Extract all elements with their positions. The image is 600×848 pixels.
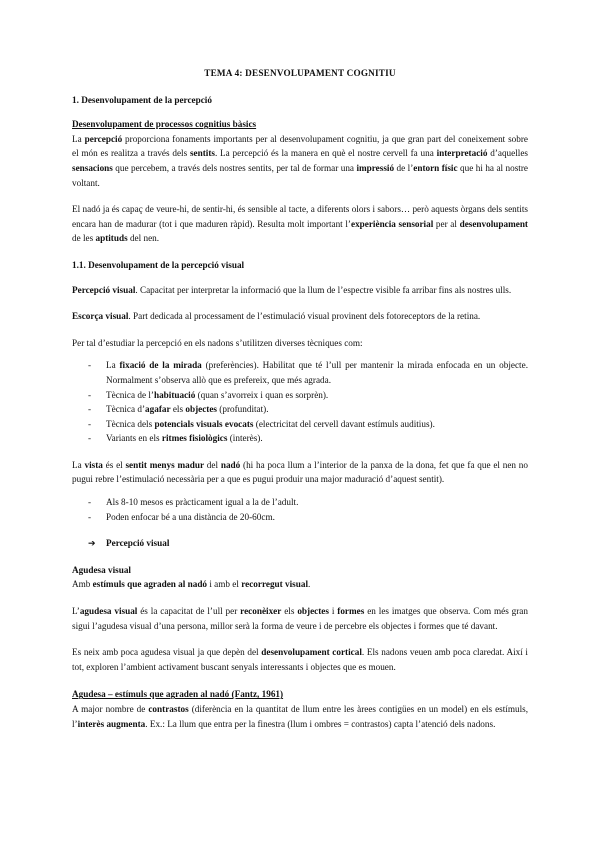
document-title: TEMA 4: DESENVOLUPAMENT COGNITIU xyxy=(204,68,396,78)
list-item: - Tècnica de l’habituació (quan s’avorreix i quan es sorprèn). xyxy=(88,389,329,400)
techniques-list xyxy=(72,358,528,446)
list-item: - Variants en els ritmes fisiològics (interès). xyxy=(88,433,263,444)
paragraph-newborn-senses: El nadó ja és capaç de veure-hi, de sentir-hi, és sensible al tacte, a diferents olors i sabors… però aquests òrgans dels sentits encara han de madurar (tot i que maduren ràpid). Resulta molt important l’experiència sensorial per al desenvolupament de les aptituds del nen. xyxy=(72,204,528,244)
subheading-fantz: Agudesa – estímuls que agraden al nadó (Fantz, 1961) xyxy=(72,689,284,700)
list-item: - Tècnica dels potencials visuals evocats (electricitat del cervell davant estímuls auditius). xyxy=(88,418,435,429)
paragraph-perception-definition: La percepció proporciona fonaments importants per al desenvolupament cognitiu, ja que gran part del coneixement sobre el món es realitza a través dels sentits. La percepció és la manera en què el nostre cervell fa una interpretació d’aquelles sensacions que percebem, a través dels nostres sentits, per tal de formar una impressió de l’entorn físic que hi ha al nostre voltant. xyxy=(72,133,528,188)
ages-list xyxy=(72,495,528,524)
paragraph-techniques-intro: Per tal d’estudiar la percepció en els nadons s’utilitzen diverses tècniques com: xyxy=(72,337,363,348)
section-heading-visual-perception: 1.1. Desenvolupament de la percepció visual xyxy=(72,259,245,270)
list-item: - Tècnica d’agafar els objectes (profunditat). xyxy=(88,404,269,415)
paragraph-contrasts: A major nombre de contrastos (diferència en la quantitat de llum entre les àrees contigües en un model) en els estímuls, l’interès augmenta. Ex.: La llum que entra per la finestra (llum i ombres = contrastos) capta l’atenció dels nadons. xyxy=(72,704,528,729)
list-item: - Poden enfocar bé a una distància de 20-60cm. xyxy=(88,511,275,522)
list-item: - La fixació de la mirada (preferències). Habilitat que té l’ull per mantenir la mirada enfocada en un objecte. Normalment s’observa allò que es prefereix, que més agrada. xyxy=(88,360,528,385)
arrow-right-icon: ➔ xyxy=(88,538,96,549)
paragraph-acuity-birth: Es neix amb poca agudesa visual ja que depèn del desenvolupament cortical. Els nadons veuen amb poca claredat. Així i tot, exploren l’ambient activament buscant senyals interessants i objectes que es mouen. xyxy=(72,647,528,672)
paragraph-sight-least-mature: La vista és el sentit menys madur del nadó (hi ha poca llum a l’interior de la panxa de la dona, fet que fa que el nen no pugui rebre l’estimulació necessària per a que es pugui produir una major maduració d’aquest sentit). xyxy=(72,459,528,485)
paragraph-visual-cortex: Escorça visual. Part dedicada al processament de l’estimulació visual provinent dels fotoreceptors de la retina. xyxy=(72,311,481,322)
paragraph-acuity-definition: L’agudesa visual és la capacitat de l’ull per reconèixer els objectes i formes en les imatges que observa. Com més gran sigui l’agudesa visual d’una persona, millor serà la forma de veure i de percebre els objectes i formes que té davant. xyxy=(72,606,528,631)
arrow-heading-visual-perception: ➔ Percepció visual xyxy=(72,536,528,551)
list-item: - Als 8-10 mesos es pràcticament igual a la de l’adult. xyxy=(88,497,299,508)
section-heading-perception: 1. Desenvolupament de la percepció xyxy=(72,94,212,105)
subheading-cognitive-processes: Desenvolupament de processos cognitius bàsics xyxy=(72,119,257,130)
paragraph-acuity-stimuli: Amb estímuls que agraden al nadó i amb el recorregut visual. xyxy=(72,579,311,590)
paragraph-visual-perception: Percepció visual. Capacitat per interpretar la informació que la llum de l’espectre visible fa arribar fins als nostres ulls. xyxy=(72,284,512,295)
document-page xyxy=(72,66,528,731)
subheading-visual-acuity: Agudesa visual xyxy=(72,564,131,575)
